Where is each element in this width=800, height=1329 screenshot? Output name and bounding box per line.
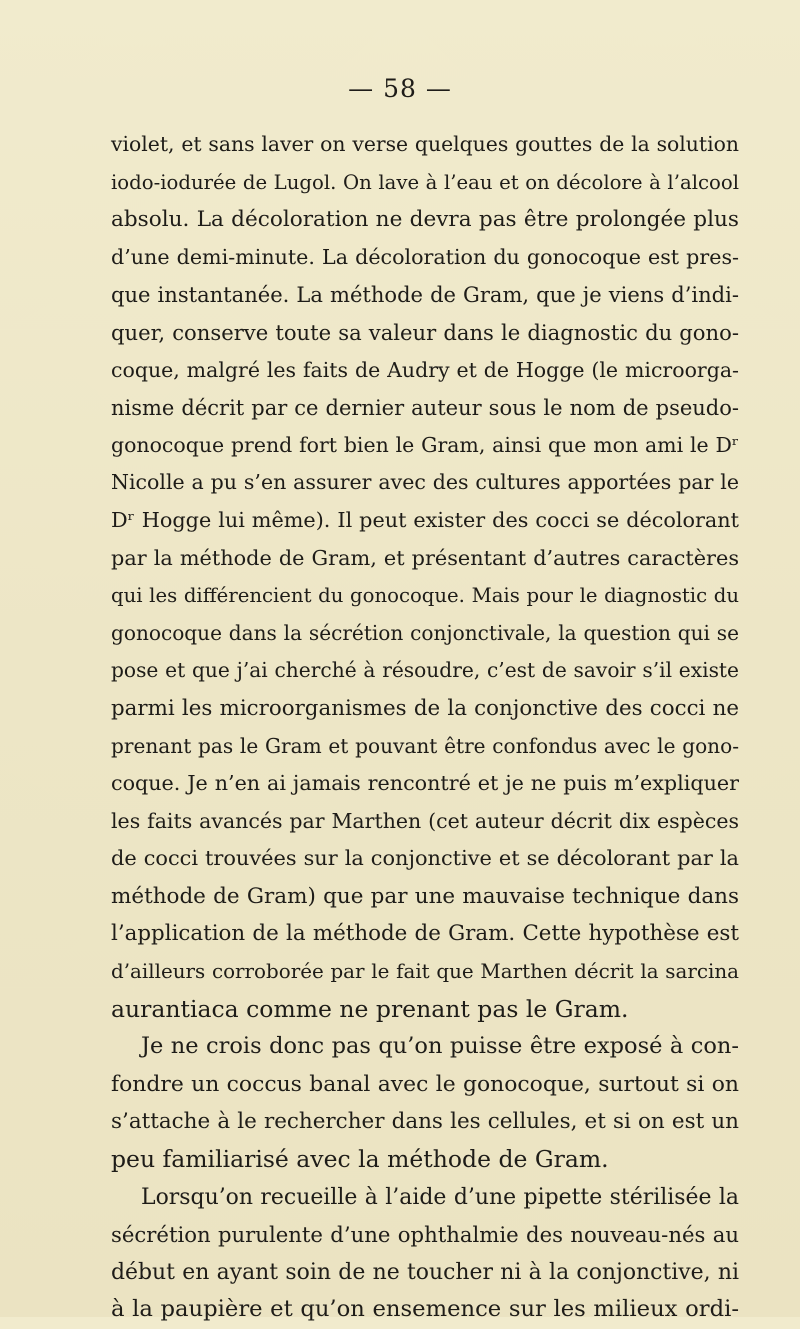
text-line: iodo-iodurée de Lugol. On lave à l’eau et on décolore à l’alcool <box>111 170 739 194</box>
text-line: les faits avancés par Marthen (cet auteur décrit dix espèces <box>111 808 739 833</box>
text-line: quer, conserve toute sa valeur dans le diagnostic du gono- <box>111 319 739 345</box>
text-line: aurantiaca comme ne prenant pas le Gram. <box>111 994 629 1023</box>
text-line: coque, malgré les faits de Audry et de Hogge (le microorga- <box>111 357 739 382</box>
text-line: l’application de la méthode de Gram. Cette hypothèse est <box>111 921 739 947</box>
text-line: qui les différencient du gonocoque. Mais pour le diagnostic du <box>111 584 739 608</box>
text-line: Dʳ Hogge lui même). Il peut exister des cocci se décolorant <box>111 507 739 532</box>
text-line: peu familiarisé avec la méthode de Gram. <box>111 1145 609 1174</box>
text-line: gonocoque prend fort bien le Gram, ainsi que mon ami le Dʳ <box>111 432 739 457</box>
text-line: d’une demi-minute. La décoloration du gonocoque est pres- <box>111 244 739 269</box>
text-line: s’attache à le rechercher dans les cellules, et si on est un <box>111 1109 739 1135</box>
text-line: absolu. La décoloration ne devra pas être prolongée plus <box>111 207 739 233</box>
text-line: sécrétion purulente d’une ophthalmie des nouveau-nés au <box>111 1222 739 1248</box>
text-line: d’ailleurs corroborée par le fait que Marthen décrit la sarcina <box>111 960 739 984</box>
text-line: violet, et sans laver on verse quelques gouttes de la solution <box>111 132 739 156</box>
text-line: pose et que j’ai cherché à résoudre, c’est de savoir s’il existe <box>111 658 739 683</box>
page-number: — 58 — <box>348 74 452 103</box>
text-line: nisme décrit par ce dernier auteur sous le nom de pseudo- <box>111 395 739 421</box>
text-line: par la méthode de Gram, et présentant d’autres caractères <box>111 545 739 570</box>
text-line: que instantanée. La méthode de Gram, que je viens d’indi- <box>111 282 739 308</box>
text-line: fondre un coccus banal avec le gonocoque, surtout si on <box>111 1071 739 1097</box>
text-line: coque. Je n’en ai jamais rencontré et je ne puis m’expliquer <box>111 771 739 796</box>
body-text <box>111 126 739 1329</box>
text-line: à la paupière et qu’on ensemence sur les milieux ordi- <box>111 1296 739 1323</box>
text-line: parmi les microorganismes de la conjonctive des cocci ne <box>111 695 739 721</box>
text-line: Nicolle a pu s’en assurer avec des cultures apportées par le <box>111 470 739 495</box>
text-line: méthode de Gram) que par une mauvaise technique dans <box>111 883 739 909</box>
text-line: gonocoque dans la sécrétion conjonctivale, la question qui se <box>111 620 739 645</box>
text-line: de cocci trouvées sur la conjonctive et se décolorant par la <box>111 846 739 871</box>
text-line: prenant pas le Gram et pouvant être confondus avec le gono- <box>111 733 739 758</box>
text-line: Lorsqu’on recueille à l’aide d’une pipette stérilisée la <box>141 1184 739 1210</box>
text-line: début en ayant soin de ne toucher ni à la conjonctive, ni <box>111 1259 739 1285</box>
text-line: Je ne crois donc pas qu’on puisse être exposé à con- <box>141 1033 739 1060</box>
